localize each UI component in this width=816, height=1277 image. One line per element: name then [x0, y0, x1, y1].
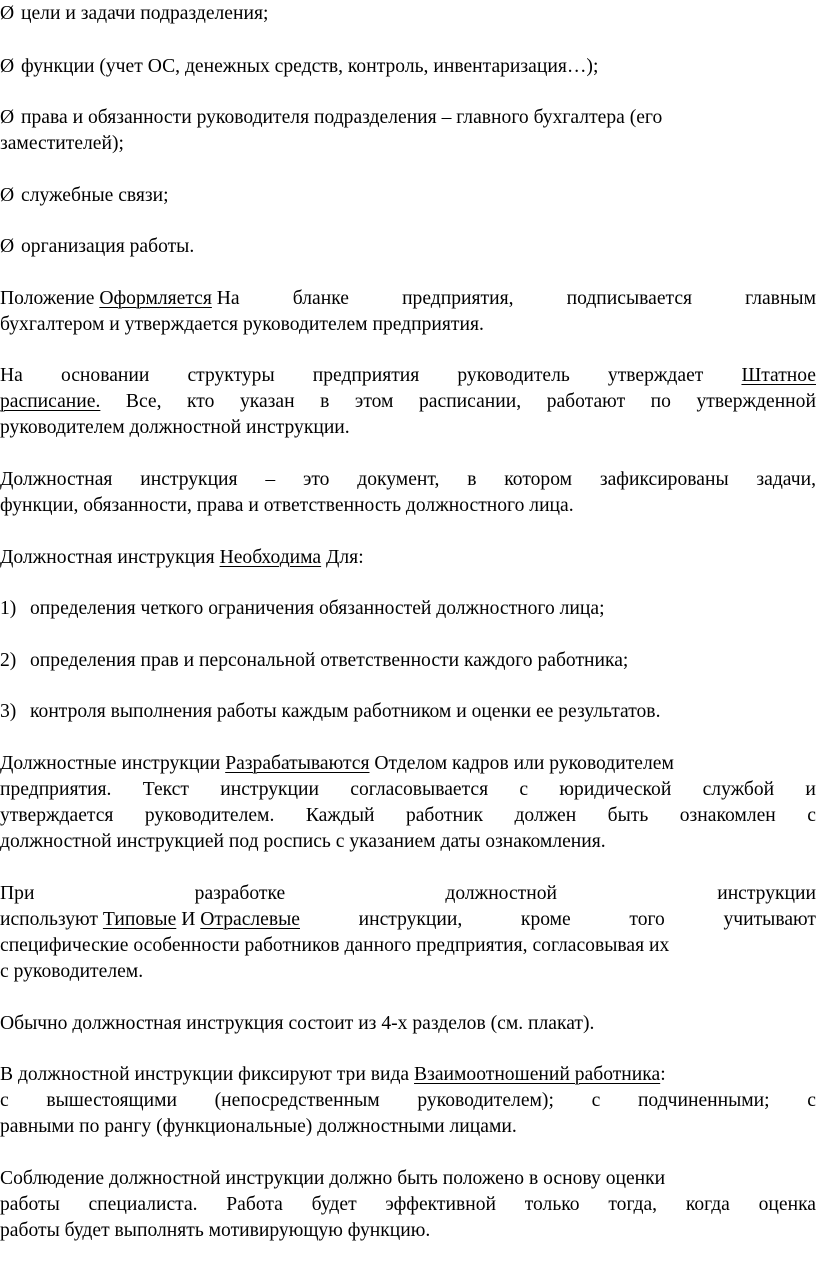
word: инструкции, [358, 909, 463, 930]
word: кто [187, 391, 215, 412]
word: подчиненными; [637, 1090, 770, 1111]
word: в [320, 391, 330, 412]
word: указан [239, 391, 295, 412]
word: – [265, 469, 276, 490]
word: бланке [292, 288, 349, 309]
word: разработке [194, 883, 286, 904]
paragraph-relations-line3: равными по рангу (функциональные) должностными лицами. [0, 1116, 517, 1137]
paragraph-typical-line1 [0, 880, 816, 907]
word: ознакомлен [679, 805, 776, 826]
list-number: 2) [0, 650, 17, 671]
paragraph-typical-line2 [0, 906, 816, 933]
word: работы [0, 1194, 60, 1215]
paragraph-shtat-line2 [0, 388, 816, 415]
word: утверждается [0, 805, 114, 826]
bullet-item-rights-line2: заместителей); [0, 133, 124, 154]
word: эффективной [385, 1194, 496, 1215]
bullet-mark: Ø [0, 185, 15, 206]
word: и [805, 779, 816, 800]
list-text: определения четкого ограничения обязанностей должностного лица; [30, 598, 605, 619]
bullet-text: служебные связи; [21, 185, 169, 206]
list-number: 1) [0, 598, 17, 619]
word: с [807, 1090, 816, 1111]
paragraph-need: Должностная инструкция Необходима Для: [0, 547, 364, 568]
underlined-term-shtatnoe: Штатное [741, 365, 816, 386]
paragraph-typical-line3: специфические особенности работников данного предприятия, согласовывая их [0, 935, 670, 956]
bullet-item-functions [0, 53, 816, 80]
word: с [591, 1090, 601, 1111]
word: должен [514, 805, 577, 826]
word: когда [685, 1194, 730, 1215]
underlined-term-oformlyaetsya: Оформляется [99, 288, 212, 309]
paragraph-development-line3 [0, 802, 816, 829]
word: На [0, 365, 23, 386]
word: работают [546, 391, 626, 412]
word: это [302, 469, 330, 490]
bullet-item-relations [0, 182, 816, 209]
word: предприятия. [0, 779, 112, 800]
paragraph-evaluation-line3: работы будет выполнять мотивирующую функцию. [0, 1220, 431, 1241]
paragraph-shtat-line3: руководителем должностной инструкции. [0, 417, 350, 438]
word: предприятия [312, 365, 420, 386]
list-item-2 [0, 647, 816, 674]
paragraph-polozhenie-line1 [0, 285, 816, 312]
paragraph-definition-line1 [0, 466, 816, 493]
word: работник [405, 805, 483, 826]
underlined-term-neobhodima: Необходима [219, 547, 322, 568]
word: согласовывается [350, 779, 489, 800]
bullet-text: права и обязанности руководителя подразделения – главного бухгалтера (его [21, 107, 663, 128]
word: основании [60, 365, 150, 386]
word: Текст [142, 779, 189, 800]
word: с [0, 1090, 9, 1111]
word: кроме [520, 909, 571, 930]
word: инструкции [220, 779, 320, 800]
word: утвержденной [696, 391, 816, 412]
word: только [524, 1194, 580, 1215]
word: этом [354, 391, 394, 412]
word: руководитель [457, 365, 570, 386]
word: по [650, 391, 671, 412]
word: (непосредственным [214, 1090, 380, 1111]
paragraph-development-line1: Должностные инструкции Разрабатываются Отделом кадров или руководителем [0, 753, 674, 774]
word: Каждый [305, 805, 375, 826]
paragraph-relations-line1: В должностной инструкции фиксируют три вида Взаимоотношений работника: [0, 1064, 666, 1085]
word: тогда, [608, 1194, 658, 1215]
word: зафиксированы [599, 469, 729, 490]
underlined-term-vzaimootnosheniy: Взаимоотношений работника [414, 1064, 661, 1085]
list-text: определения прав и персональной ответственности каждого работника; [30, 650, 629, 671]
list-item-3 [0, 698, 816, 725]
word: Положение Оформляется На [0, 288, 240, 309]
word: службой [702, 779, 775, 800]
bullet-item-goals [0, 0, 816, 27]
list-number: 3) [0, 701, 17, 722]
word: юридической [559, 779, 672, 800]
word: задачи, [756, 469, 816, 490]
paragraph-definition-line2: функции, обязанности, права и ответственность должностного лица. [0, 495, 574, 516]
bullet-mark: Ø [0, 56, 15, 77]
word: расписании, [419, 391, 522, 412]
paragraph-evaluation-line1: Соблюдение должностной инструкции должно быть положено в основу оценки [0, 1168, 666, 1189]
underlined-term-otraslevye: Отраслевые [200, 909, 300, 930]
word: При [0, 883, 35, 904]
word: предприятия, [402, 288, 514, 309]
word: используют Типовые И Отраслевые [0, 909, 300, 930]
word: с [519, 779, 529, 800]
bullet-item-organization [0, 233, 816, 260]
paragraph-development-line2 [0, 776, 816, 803]
word: Работа [226, 1194, 283, 1215]
bullet-mark: Ø [0, 3, 15, 24]
word: документ, [357, 469, 440, 490]
bullet-text: организация работы. [21, 236, 195, 257]
word: структуры [187, 365, 275, 386]
word: главным [745, 288, 816, 309]
word: в [467, 469, 477, 490]
word: Все, [125, 391, 162, 412]
word: быть [607, 805, 649, 826]
word: должностной [445, 883, 557, 904]
word: вышестоящими [46, 1090, 177, 1111]
word: подписывается [566, 288, 693, 309]
paragraph-shtat-line1 [0, 362, 816, 389]
word: инструкция [140, 469, 238, 490]
word: руководителем. [144, 805, 275, 826]
underlined-term-tipovye: Типовые [102, 909, 177, 930]
bullet-item-rights-line1 [0, 104, 816, 131]
underlined-term-razrabatyvayutsya: Разрабатываются [225, 753, 370, 774]
paragraph-typical-line4: с руководителем. [0, 961, 144, 982]
paragraph-polozhenie-line2: бухгалтером и утверждается руководителем предприятия. [0, 314, 484, 335]
paragraph-sections: Обычно должностная инструкция состоит из 4-х разделов (см. плакат). [0, 1013, 595, 1034]
paragraph-evaluation-line2 [0, 1191, 816, 1218]
bullet-text: функции (учет ОС, денежных средств, контроль, инвентаризация…); [21, 56, 599, 77]
word: утверждает [607, 365, 704, 386]
paragraph-relations-line2 [0, 1087, 816, 1114]
bullet-mark: Ø [0, 236, 15, 257]
word: того [629, 909, 665, 930]
word: будет [311, 1194, 357, 1215]
word: специалиста. [88, 1194, 198, 1215]
word: котором [504, 469, 573, 490]
word: с [807, 805, 816, 826]
underlined-term-raspisanie: расписание. [0, 391, 101, 412]
word: Должностная [0, 469, 113, 490]
word: оценка [758, 1194, 816, 1215]
bullet-mark: Ø [0, 107, 15, 128]
word: учитывают [723, 909, 816, 930]
paragraph-development-line4: должностной инструкцией под роспись с указанием даты ознакомления. [0, 831, 606, 852]
list-text: контроля выполнения работы каждым работником и оценки ее результатов. [30, 701, 661, 722]
word: инструкции [717, 883, 816, 904]
list-item-1 [0, 595, 816, 622]
word: руководителем); [417, 1090, 554, 1111]
bullet-text: цели и задачи подразделения; [21, 3, 269, 24]
